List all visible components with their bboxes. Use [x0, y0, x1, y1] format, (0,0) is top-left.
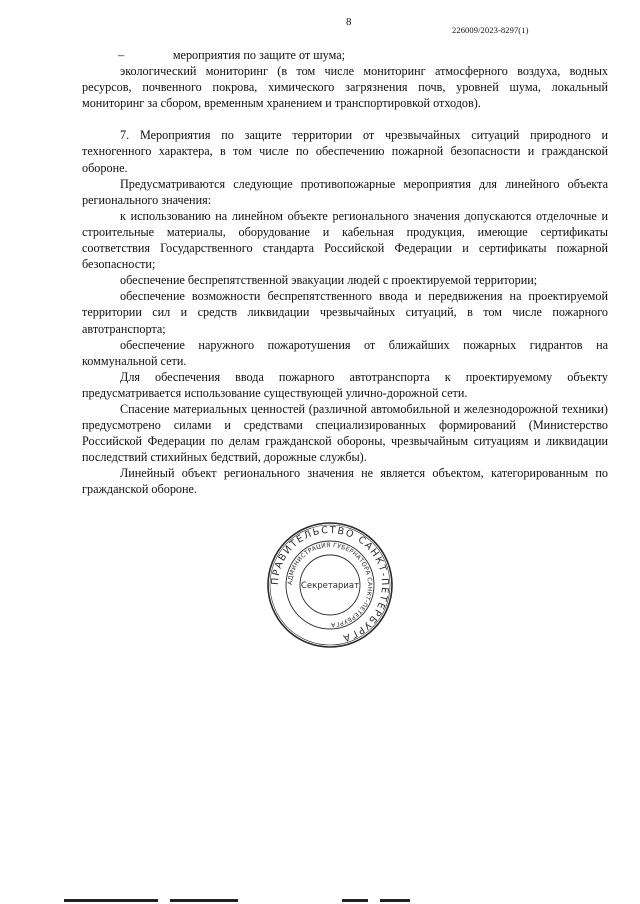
paragraph-fire-measures-intro: Предусматриваются следующие противопожарные мероприятия для линейного объекта регионального значения:	[82, 176, 608, 207]
paragraph-hydrants: обеспечение наружного пожаротушения от ближайших пожарных гидрантов на коммунальной сети.	[82, 337, 608, 368]
secretariat-stamp	[266, 521, 394, 649]
paragraph-materials: к использованию на линейном объекте регионального значения допускаются отделочные и строительные материалы, оборудование и кабельная продукция, имеющие сертификаты соответствия Государственного стандарта Российской Федерации и сертификаты пожарной безопасности;	[82, 208, 608, 272]
paragraph-civil-defense: Линейный объект регионального значения не является объектом, категорированным по гражданской обороне.	[82, 466, 608, 497]
paragraph-access: обеспечение возможности беспрепятственного ввода и передвижения на проектируемой территории сил и средств ликвидации чрезвычайных ситуаций, в том числе пожарного автотранспорта;	[82, 289, 608, 336]
page-number: 8	[346, 16, 352, 28]
stamp-outer-text: ПРАВИТЕЛЬСТВО САНКТ-ПЕТЕРБУРГА	[269, 524, 391, 644]
paragraph-noise-protection: – мероприятия по защите от шума;	[118, 48, 346, 62]
paragraph-section-7-heading: 7. Мероприятия по защите территории от чрезвычайных ситуаций природного и техногенного характера, в том числе по обеспечению пожарной безопасности и гражданской обороне.	[82, 128, 608, 175]
paragraph-rescue: Спасение материальных ценностей (различной автомобильной и железнодорожной техники) предусмотрено силами и средствами специализированных формирований (Министерство Российской Федерации по делам гражданской обороны, чрезвычайным ситуациям и ликвидации последствий стихийных бедствий, дорожные службы).	[82, 401, 608, 465]
paragraph-evacuation: обеспечение беспрепятственной эвакуации людей с проектируемой территории;	[120, 273, 538, 288]
document-number: 226009/2023-8297(1)	[452, 25, 529, 35]
stamp-center-text: Секретариат	[300, 581, 360, 591]
paragraph-eco-monitoring: экологический мониторинг (в том числе мониторинг атмосферного воздуха, водных ресурсов, почвенного покрова, химического загрязнения почв, уровней шума, локальный мониторинг за сбором, временным хранением и транспортировкой отходов).	[82, 64, 608, 111]
document-body	[82, 47, 608, 498]
paragraph-road-network: Для обеспечения ввода пожарного автотранспорта к проектируемому объекту предусматривается использование существующей улично-дорожной сети.	[82, 369, 608, 400]
stamp-inner-text: АДМИНИСТРАЦИЯ ГУБЕРНАТОРА САНКТ-ПЕТЕРБУРГА	[286, 541, 374, 629]
scan-bottom-edge	[0, 896, 640, 904]
